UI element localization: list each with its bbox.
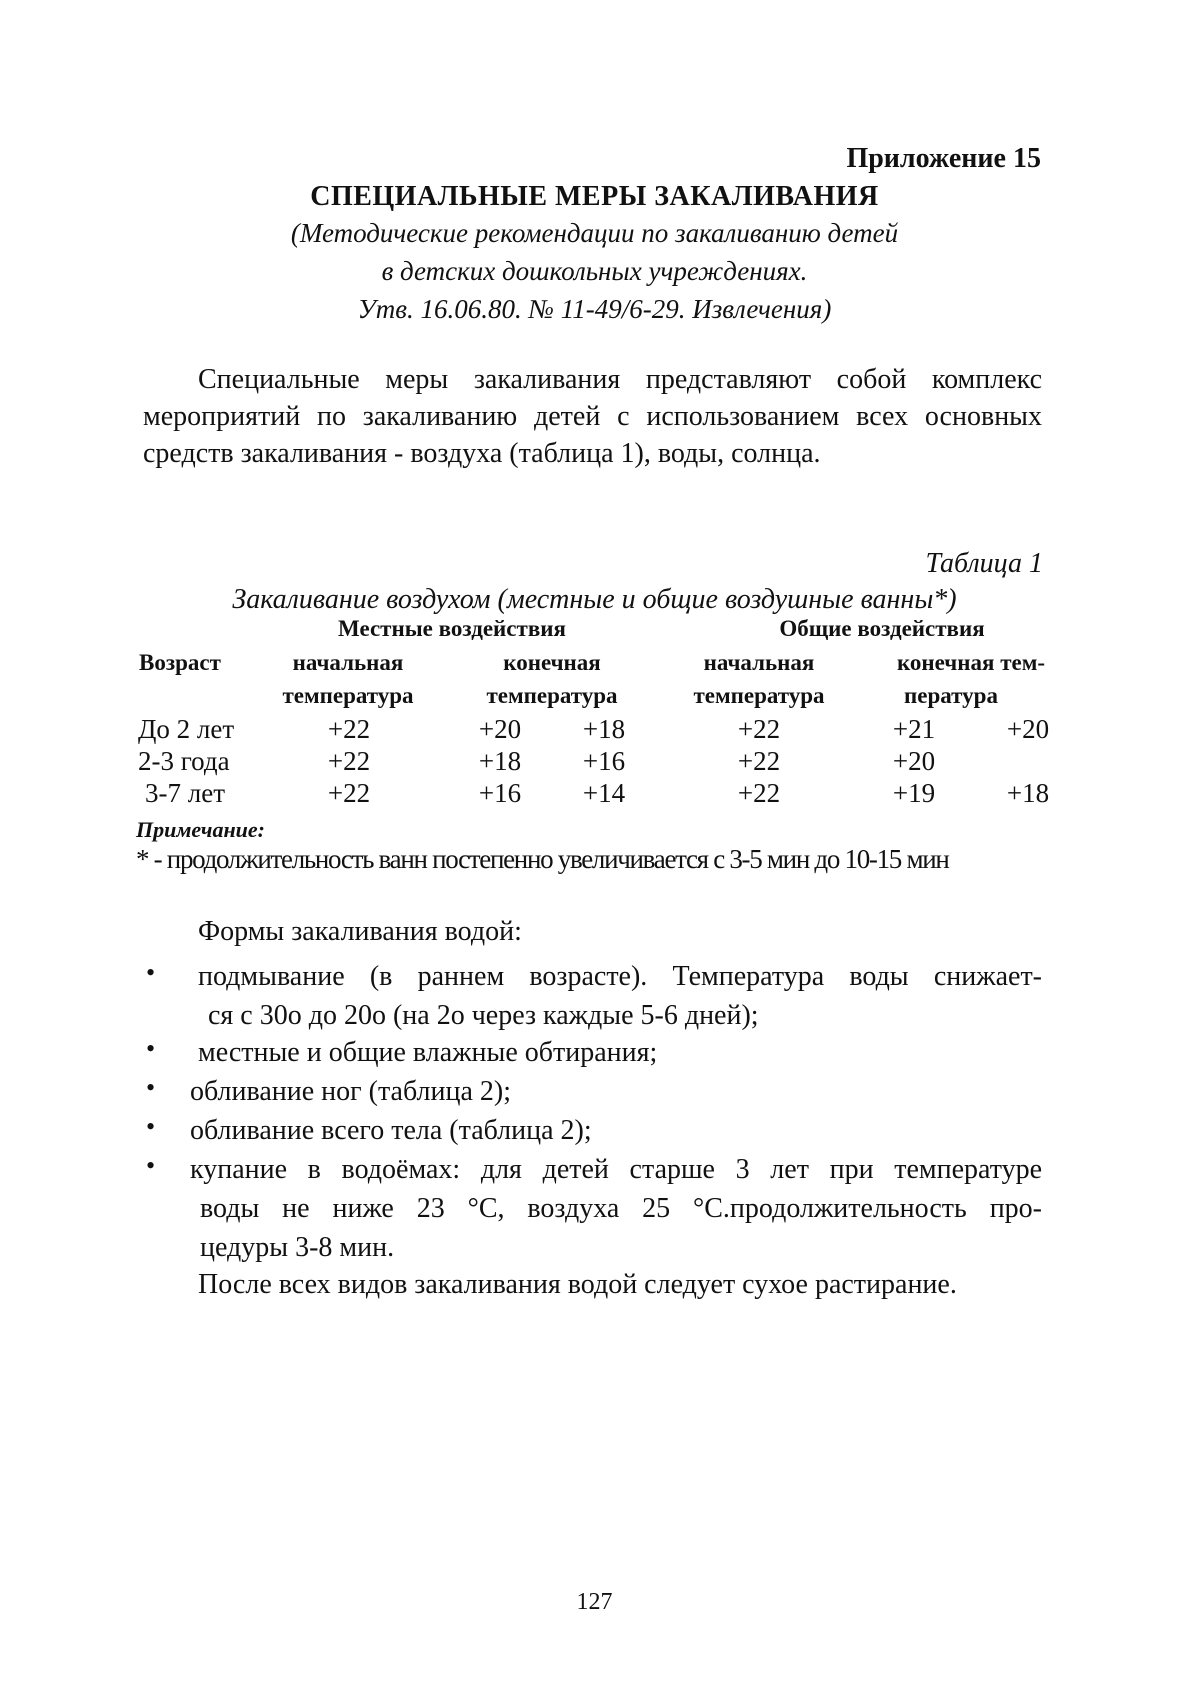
row3-general-end-b: +18 bbox=[1006, 778, 1050, 808]
row1-age: До 2 лет bbox=[138, 714, 235, 744]
header-general-start-2: температура bbox=[693, 683, 825, 708]
appendix-label: Приложение 15 bbox=[846, 143, 1041, 174]
bullet-item-5-line-3: цедуры 3-8 мин. bbox=[200, 1232, 395, 1263]
row1-local-end-a: +20 bbox=[478, 714, 522, 744]
row3-general-end-a: +19 bbox=[892, 778, 936, 808]
table-title: Закаливание воздухом (местные и общие воздушные ванны*) bbox=[232, 584, 957, 615]
bullet-marker: • bbox=[146, 958, 156, 987]
row2-general-start: +22 bbox=[737, 746, 781, 776]
row3-age: 3-7 лет bbox=[145, 778, 225, 808]
row2-local-start: +22 bbox=[327, 746, 371, 776]
intro-paragraph: Специальные меры закаливания представляют собой комплекс мероприятий по закаливанию детей с использованием всех основных средств закаливания - воздуха (таблица 1), воды, солнца. bbox=[143, 364, 1042, 469]
bullet-item-5 bbox=[190, 1150, 1042, 1267]
bullet-item-3: обливание ног (таблица 2); bbox=[190, 1076, 512, 1107]
bullet-item-1-line-2: ся с 30о до 20о (на 2о через каждые 5-6 дней); bbox=[208, 1000, 759, 1031]
header-general-effects: Общие воздействия bbox=[779, 616, 985, 641]
header-age: Возраст bbox=[139, 650, 221, 675]
header-general-end-2: пература bbox=[904, 683, 998, 708]
water-forms-intro: Формы закаливания водой: bbox=[198, 916, 522, 947]
header-local-end-2: температура bbox=[486, 683, 618, 708]
note-text: * - продолжительность ванн постепенно увеличивается с 3-5 мин до 10-15 мин bbox=[136, 844, 949, 874]
header-local-start-2: температура bbox=[282, 683, 414, 708]
subtitle-line-2: в детских дошкольных учреждениях. bbox=[381, 256, 808, 286]
bullet-item-1 bbox=[198, 957, 1042, 1035]
header-local-effects: Местные воздействия bbox=[338, 616, 566, 641]
row1-general-end-a: +21 bbox=[892, 714, 936, 744]
header-local-start-1: начальная bbox=[292, 650, 404, 675]
bullet-item-4: обливание всего тела (таблица 2); bbox=[190, 1115, 592, 1146]
row2-general-end-a: +20 bbox=[892, 746, 936, 776]
bullet-marker: • bbox=[146, 1073, 156, 1102]
note-label: Примечание: bbox=[136, 817, 265, 842]
row2-local-end-b: +16 bbox=[582, 746, 626, 776]
page-number: 127 bbox=[576, 1589, 613, 1615]
bullet-item-2: местные и общие влажные обтирания; bbox=[198, 1037, 658, 1068]
row3-local-start: +22 bbox=[327, 778, 371, 808]
bullet-marker: • bbox=[146, 1112, 156, 1141]
bullet-item-5-line-1: купание в водоёмах: для детей старше 3 лет при температуре bbox=[190, 1154, 1042, 1185]
document-title: СПЕЦИАЛЬНЫЕ МЕРЫ ЗАКАЛИВАНИЯ bbox=[310, 181, 879, 212]
subtitle-line-1: (Методические рекомендации по закаливанию детей bbox=[290, 218, 899, 248]
row3-general-start: +22 bbox=[737, 778, 781, 808]
row3-local-end-b: +14 bbox=[582, 778, 626, 808]
after-paragraph: После всех видов закаливания водой следует сухое растирание. bbox=[198, 1269, 957, 1300]
subtitle-line-3: Утв. 16.06.80. № 11-49/6-29. Извлечения) bbox=[357, 294, 832, 324]
header-local-end-1: конечная bbox=[503, 650, 601, 675]
header-general-end-1: конечная тем- bbox=[896, 650, 1046, 675]
bullet-marker: • bbox=[146, 1034, 156, 1063]
row3-local-end-a: +16 bbox=[478, 778, 522, 808]
row1-local-end-b: +18 bbox=[582, 714, 626, 744]
header-general-start-1: начальная bbox=[703, 650, 815, 675]
row1-general-start: +22 bbox=[737, 714, 781, 744]
bullet-item-1-line-1: подмывание (в раннем возрасте). Температура воды снижает- bbox=[198, 961, 1042, 992]
row2-age: 2-3 года bbox=[138, 746, 230, 776]
table-caption: Таблица 1 bbox=[925, 548, 1043, 579]
row1-general-end-b: +20 bbox=[1006, 714, 1050, 744]
bullet-item-5-line-2: воды не ниже 23 °С, воздуха 25 °С.продолжительность про- bbox=[200, 1193, 1042, 1224]
row2-local-end-a: +18 bbox=[478, 746, 522, 776]
row1-local-start: +22 bbox=[327, 714, 371, 744]
bullet-marker: • bbox=[146, 1151, 156, 1180]
